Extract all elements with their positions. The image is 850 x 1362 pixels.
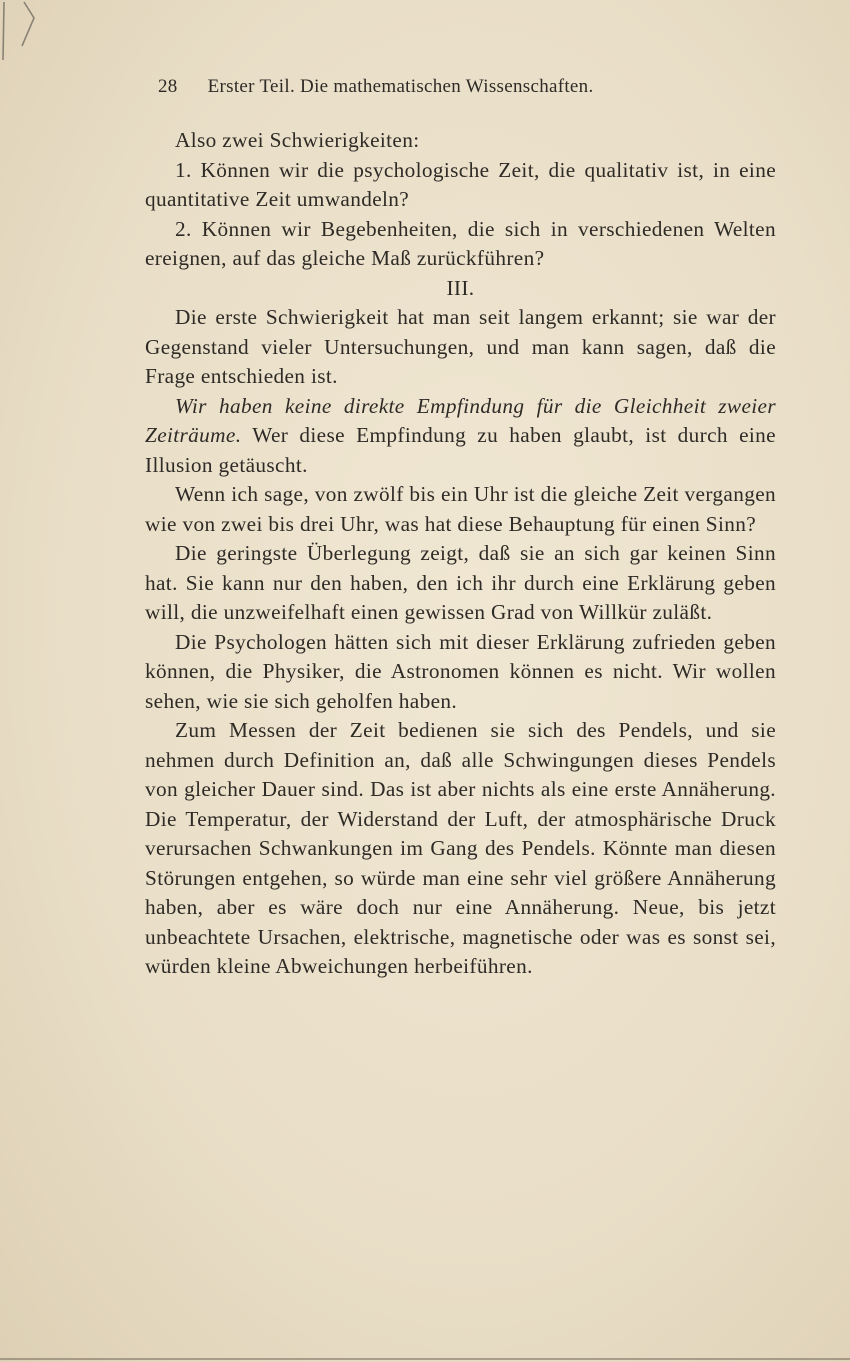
paragraph-intro: Also zwei Schwierigkeiten: [175, 128, 420, 152]
paragraph-question-1: 1. Können wir die psychologische Zeit, die qualitativ ist, in eine quantitative Zeit umwandeln? [145, 157, 776, 211]
italic-statement: Wir haben keine direkte Empfindung für die Gleichheit zweier Zeiträume. [145, 393, 776, 447]
section-heading: III. [446, 275, 475, 300]
paragraph-question-2: 2. Können wir Begebenheiten, die sich in verschiedenen Welten ereignen, auf das gleiche Maß zurückführen? [145, 216, 776, 270]
page-number: 28 [158, 76, 178, 97]
running-header [158, 76, 718, 98]
paragraph-psychologists: Die Psychologen hätten sich mit dieser Erklärung zufrieden geben können, die Physiker, die Astronomen können es nicht. Wir wollen sehen, wie sie sich geholfen haben. [145, 629, 776, 713]
paragraph-first-difficulty: Die erste Schwierigkeit hat man seit langem erkannt; sie war der Gegenstand vieler Untersuchungen, und man kann sagen, daß die Frage entschieden ist. [145, 305, 776, 388]
paragraph-pendulum: Zum Messen der Zeit bedienen sie sich des Pendels, und sie nehmen durch Definition an, daß alle Schwingungen dieses Pendels von gleicher Dauer sind. Das ist aber nichts als eine erste Annäherung. Die Temperatur, der Widerstand der Luft, der atmosphärische Druck verursachen Schwankungen im Gang des Pendels. Könnte man diesen Störungen entgehen, so würde man eine sehr viel größere Annäherung haben, aber es wäre doch nur eine Annäherung. Neue, bis jetzt unbeachtete Ursachen, elektrische, magnetische oder was es sonst sei, würden kleine Abweichungen herbeiführen. [145, 718, 776, 978]
pencil-mark [0, 0, 40, 80]
paragraph-direct-perception-rest: Wer diese Empfindung zu haben glaubt, ist durch eine Illusion getäuscht. [145, 423, 776, 477]
page-bottom-edge [0, 1358, 850, 1360]
running-title: Erster Teil. Die mathematischen Wissenschaften. [207, 76, 594, 97]
paragraph-clock-example: Wenn ich sage, von zwölf bis ein Uhr ist die gleiche Zeit vergangen wie von zwei bis drei Uhr, was hat diese Behauptung für einen Sinn? [145, 482, 776, 536]
paragraph-direct-perception [145, 392, 776, 481]
paragraph-reflection: Die geringste Überlegung zeigt, daß sie an sich gar keinen Sinn hat. Sie kann nur den haben, den ich ihr durch eine Erklärung geben will, die unzweifelhaft einen gewissen Grad von Willkür zuläßt. [145, 541, 776, 624]
body-text [145, 126, 776, 982]
